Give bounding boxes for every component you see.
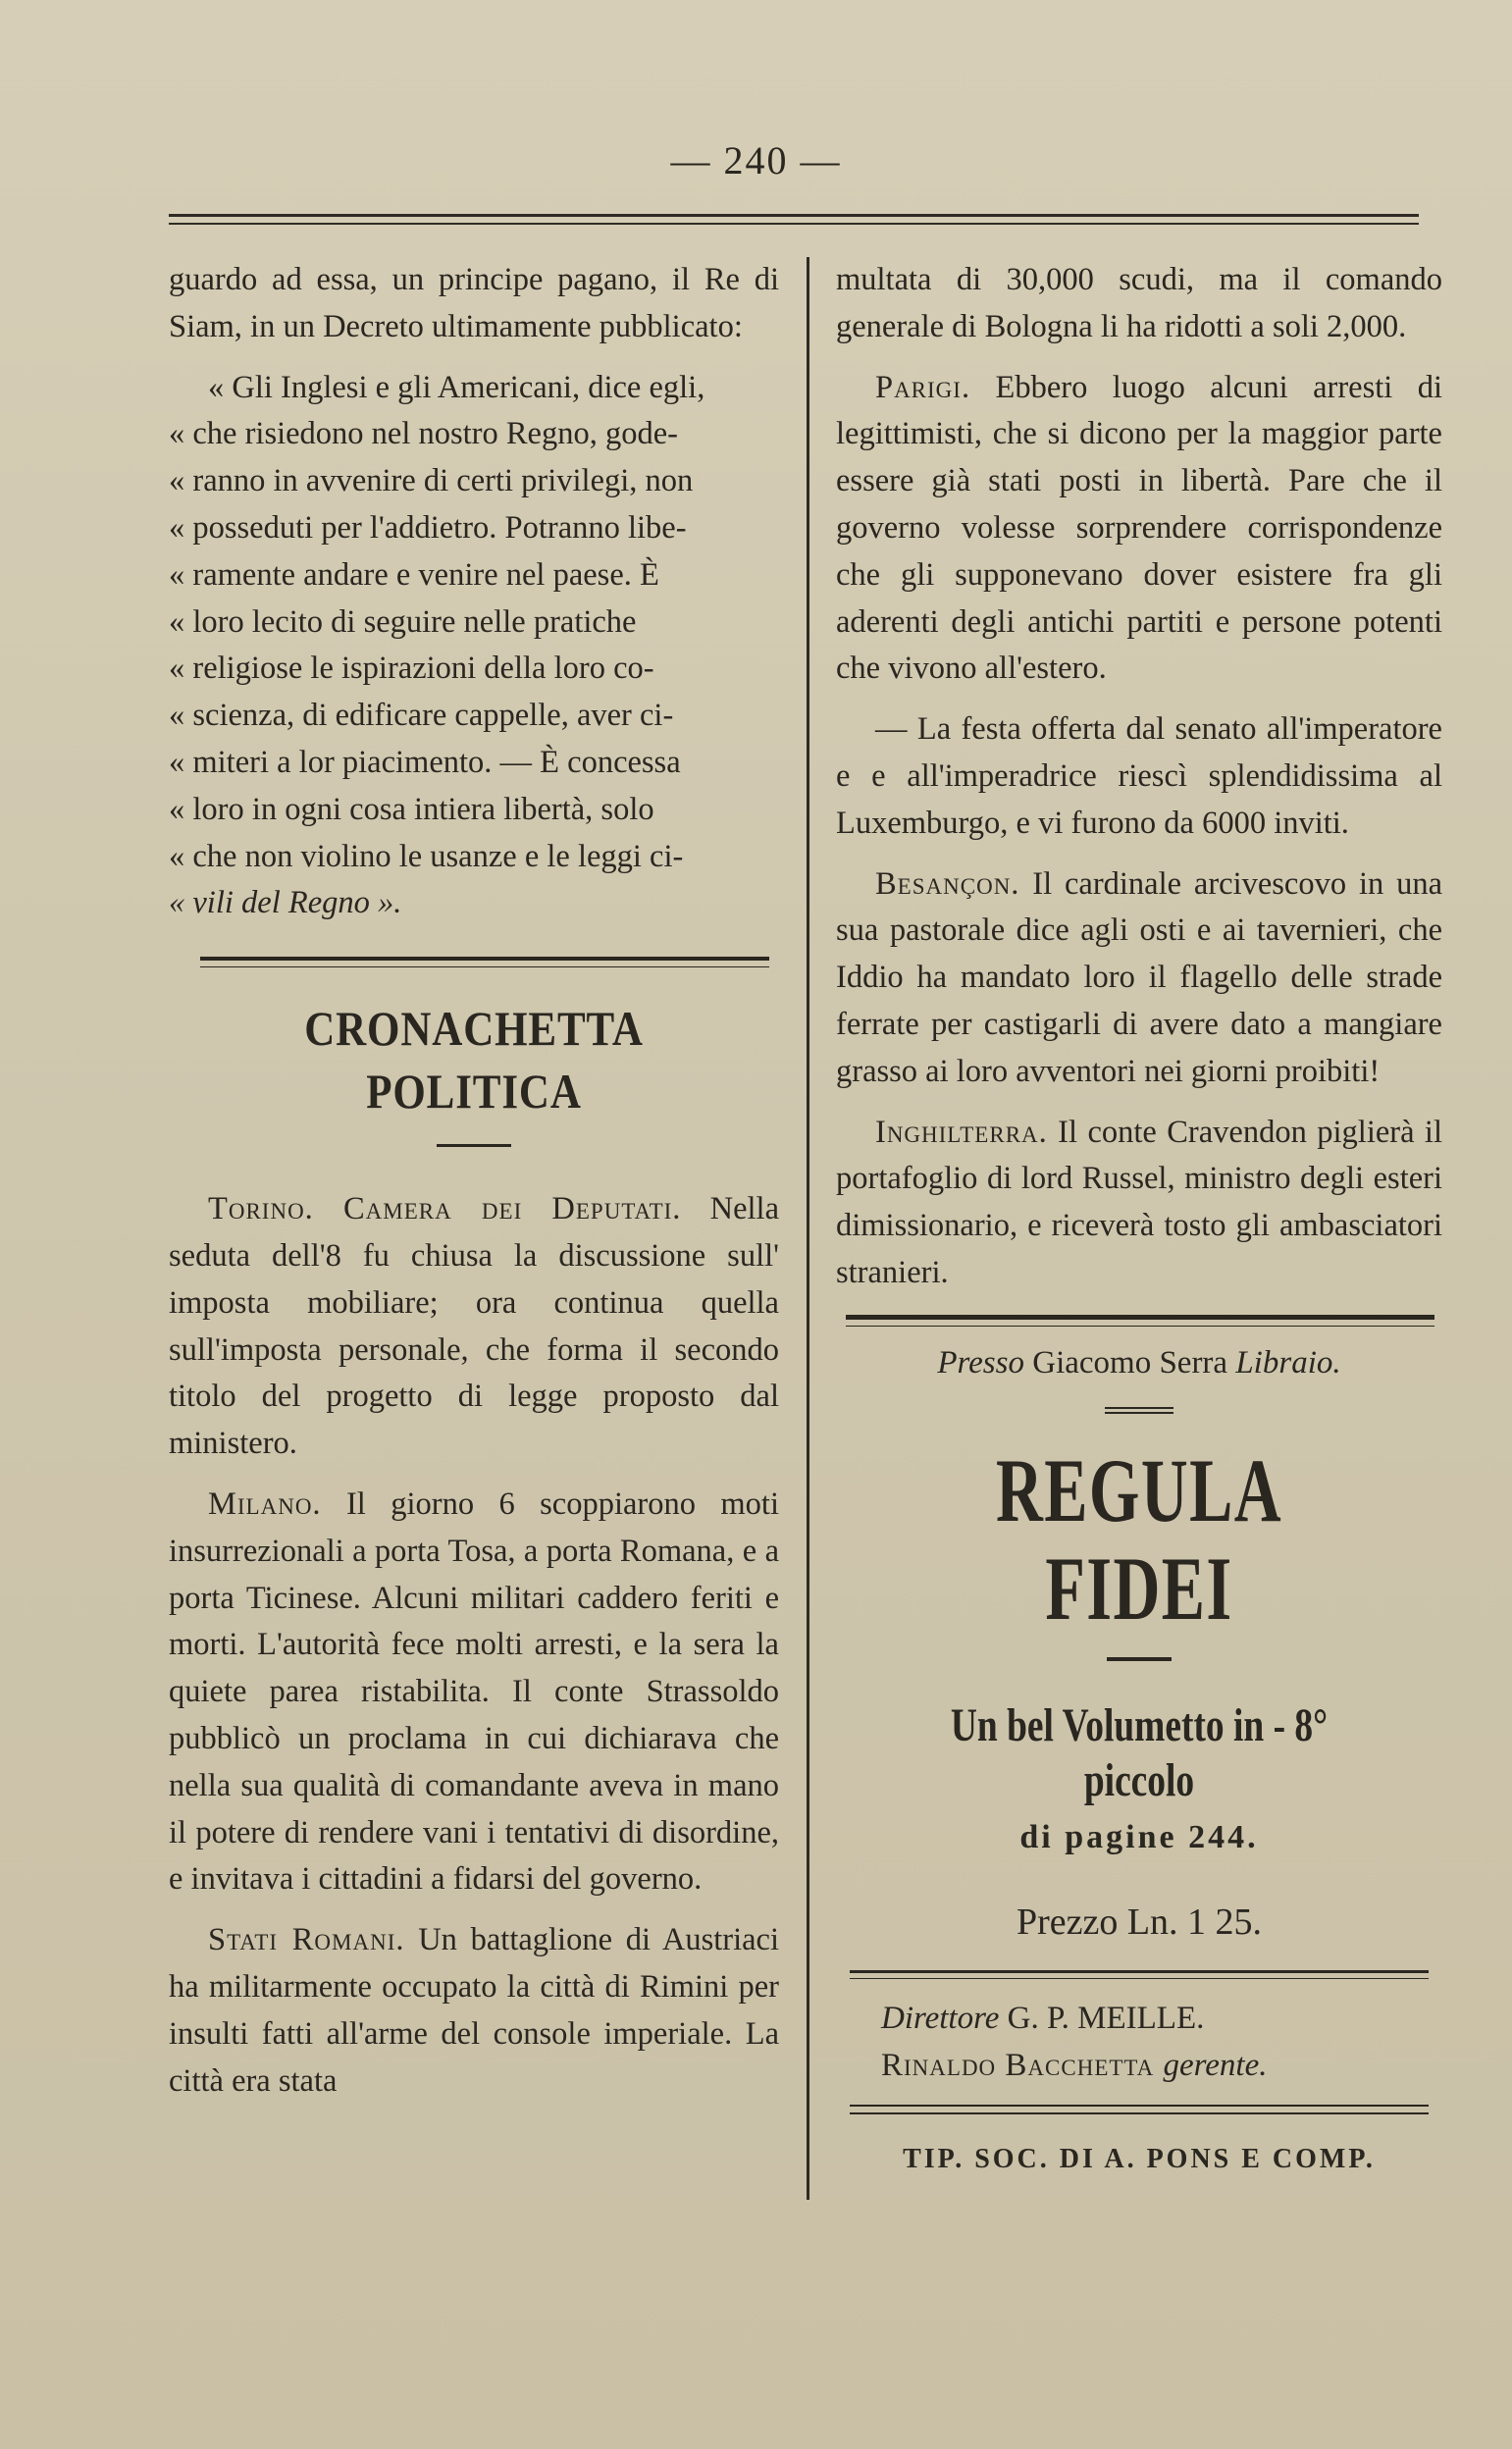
inghilterra-heading: Inghilterra. <box>875 1114 1048 1150</box>
quote-line: « scienza, di edificare cappelle, aver ci- <box>169 698 674 734</box>
presso-label: Presso <box>937 1344 1024 1381</box>
stati-romani-text: Un battaglione di Austriaci ha militarmente occupato la città di Rimini per insulti fatti all'arme del console imperiale. La città era stata <box>169 1922 780 2099</box>
inghilterra-text: Il conte Cravendon piglierà il portafoglio di lord Russel, ministro degli esteri dimissionario, e riceverà tosto gli ambasciatori stranieri. <box>836 1114 1442 1290</box>
book-format: Un bel Volumetto in - 8° piccolo <box>950 1698 1329 1806</box>
parigi-heading: Parigi. <box>875 369 971 405</box>
column-divider <box>807 257 809 2200</box>
header-rule <box>169 214 1419 225</box>
section-title: CRONACHETTA POLITICA <box>304 1001 644 1120</box>
director-label: Direttore <box>881 2001 1000 2037</box>
torino-heading: Torino. Camera dei Deputati. <box>208 1191 682 1227</box>
milano-article <box>169 1482 779 1903</box>
stati-romani-heading: Stati Romani. <box>208 1922 405 1958</box>
quote-line: « posseduti per l'addietro. Potranno libe- <box>169 509 687 546</box>
title-underline <box>437 1144 511 1147</box>
quote-line: « vili del Regno ». <box>169 885 402 921</box>
publisher-name: Giacomo Serra <box>1023 1344 1236 1381</box>
siam-decree-quote <box>169 365 779 928</box>
quote-line: « ramente andare e venire nel paese. È <box>169 556 659 593</box>
right-column <box>836 257 1442 2183</box>
torino-article <box>169 1186 779 1468</box>
besancon-heading: Besançon. <box>875 865 1020 902</box>
quote-line: « religiose le ispirazioni della loro co- <box>169 651 654 687</box>
advert-rule <box>846 1315 1434 1327</box>
quote-line: « loro in ogni cosa intiera libertà, solo <box>169 791 654 827</box>
footer-rule-2 <box>850 2105 1429 2114</box>
milano-text: Il giorno 6 scoppiarono moti insurrezionali a porta Tosa, a porta Romana, e a porta Ticinese. Alcuni militari caddero feriti e morti. L'autorità fece molti arresti, e la sera la quiete parea ristabilita. Il conte Strassoldo pubblicò un proclama in cui dichiarava che nella sua qualità di comandante aveva in mano il potere di rendere vani i tentativi di disordine, e invitava i cittadini a fidarsi del governo. <box>169 1485 779 1898</box>
festa-paragraph: — La festa offerta dal senato all'imperatore e e all'imperadrice riescì splendidissima al Luxemburgo, e vi furono da 6000 inviti. <box>836 711 1442 841</box>
quote-line: « Gli Inglesi e gli Americani, dice egli, <box>208 369 705 405</box>
milano-heading: Milano. <box>208 1485 322 1522</box>
footer-rule <box>850 1970 1429 1979</box>
continued-text: multata di 30,000 scudi, ma il comando generale di Bologna li ha ridotti a soli 2,000. <box>836 262 1442 344</box>
advert-short-rule <box>1105 1407 1173 1414</box>
publisher-line <box>836 1340 1442 1387</box>
advert-short-rule-2 <box>1107 1657 1172 1661</box>
besancon-article <box>836 861 1442 1096</box>
left-column <box>169 257 779 2118</box>
besancon-text: Il cardinale arcivescovo in una sua pastorale dice agli osti e ai tavernieri, che Iddio ha mandato loro il flagello delle strade ferrate per castigarli di avere dato a mangiare grasso ai loro avventori nei giorni proibiti! <box>836 865 1442 1089</box>
quote-line: « ranno in avvenire di certi privilegi, non <box>169 463 694 499</box>
quote-line: « che non violino le usanze e le leggi ci- <box>169 838 684 874</box>
manager-name: Rinaldo Bacchetta <box>881 2048 1164 2084</box>
parigi-article <box>836 365 1442 694</box>
publisher-role: Libraio. <box>1235 1344 1341 1381</box>
book-title: REGULA FIDEI <box>995 1439 1283 1639</box>
inghilterra-article <box>836 1110 1442 1297</box>
book-pages: di pagine 244. <box>1019 1818 1259 1855</box>
quote-line: « loro lecito di seguire nelle pratiche <box>169 603 637 640</box>
manager-line <box>881 2042 1442 2089</box>
director-line <box>881 1995 1442 2042</box>
section-rule <box>200 957 769 967</box>
printer-line: TIP. SOC. DI A. PONS E COMP. <box>903 2144 1376 2175</box>
advert-block <box>836 1340 1442 1947</box>
page-number: — 240 — <box>670 138 842 182</box>
torino-text: Nella seduta dell'8 fu chiusa la discussione sull' imposta mobiliare; ora continua quella sull'imposta personale, che forma il secondo titolo del progetto di legge proposto dal ministero. <box>169 1191 779 1462</box>
stati-romani-article <box>169 1917 779 2105</box>
director-name: G. P. MEILLE. <box>999 2001 1205 2037</box>
intro-paragraph: guardo ad essa, un principe pagano, il Re di Siam, in un Decreto ultimamente pubblicato: <box>169 262 779 344</box>
quote-line: « miteri a lor piacimento. — È concessa <box>169 744 681 780</box>
book-price: Prezzo Ln. 1 25. <box>1016 1902 1263 1944</box>
quote-line: « che risiedono nel nostro Regno, gode- <box>169 416 678 452</box>
manager-label: gerente. <box>1163 2048 1268 2084</box>
parigi-text: Ebbero luogo alcuni arresti di legittimisti, che si dicono per la maggior parte essere già stati posti in libertà. Pare che il governo volesse sorprendere corrispondenze che gli supponevano dover esistere fra gli aderenti degli antichi partiti e persone potenti che vivono all'estero. <box>836 369 1442 687</box>
